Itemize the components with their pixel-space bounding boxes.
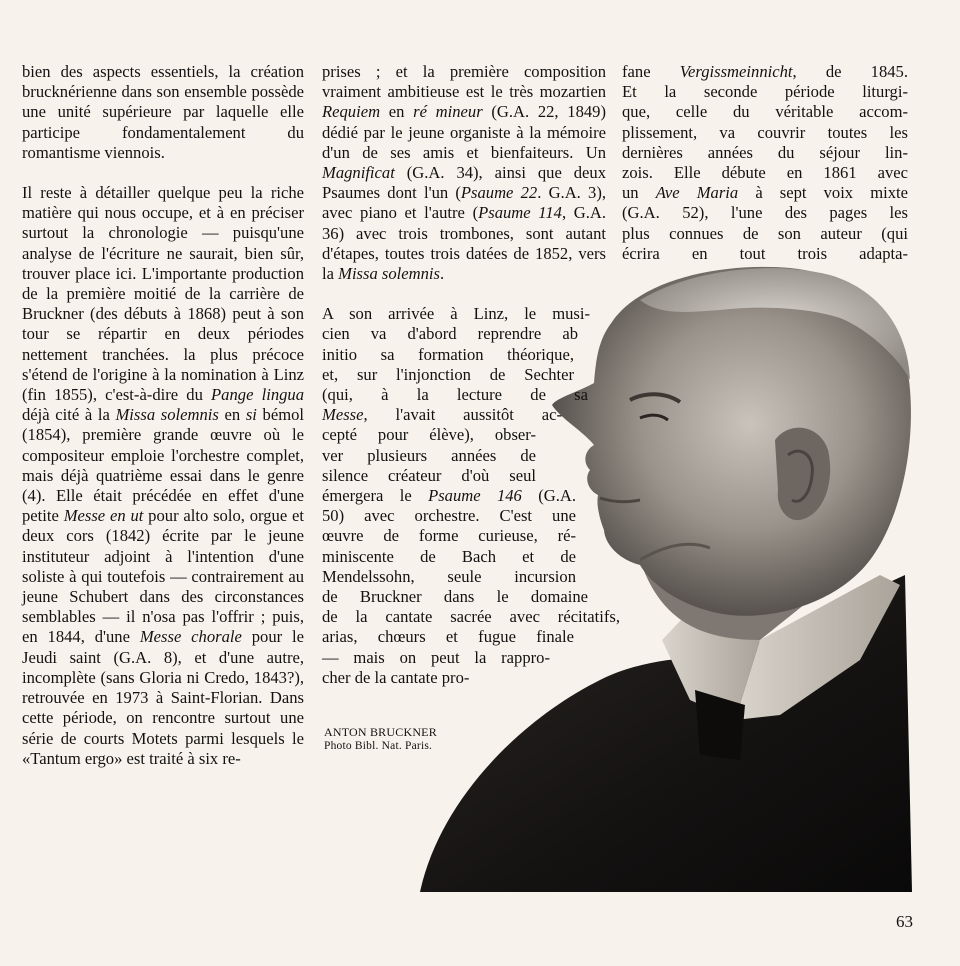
text-column-right <box>622 62 908 264</box>
text: Et la seconde période liturgi- <box>622 82 908 102</box>
text: fane <box>622 62 680 81</box>
italic-text: Psaume 114 <box>478 203 562 223</box>
text: cien va d'abord reprendre ab <box>322 324 578 344</box>
italic-text: Missa solemnis <box>338 264 440 284</box>
italic-text: Requiem <box>322 102 381 122</box>
text-line <box>322 385 588 405</box>
text: un <box>622 183 656 203</box>
italic-text: Messe chorale <box>139 627 242 647</box>
text: (G.A. 52), l'une des pages les <box>622 203 908 223</box>
italic-text: si <box>245 405 257 425</box>
text: , de 1845. <box>792 62 908 81</box>
text-column-left <box>22 62 304 769</box>
photo-caption <box>324 725 437 753</box>
text: émergera le <box>322 486 429 506</box>
text-column-middle <box>322 62 620 688</box>
text-line <box>322 567 576 587</box>
text-line <box>622 203 908 223</box>
text: (G.A. 22, 1849) dédié par le jeune organiste à la mémoire d'un de ses amis et bienfaiteurs. Un <box>322 102 606 162</box>
page-number: 63 <box>896 912 913 931</box>
italic-text: Ave Maria <box>655 183 739 203</box>
text-line <box>622 244 908 264</box>
text: en <box>218 405 246 425</box>
italic-text: Psaume 22 <box>460 183 538 203</box>
italic-text: Messe <box>322 405 364 425</box>
text-line <box>322 304 590 324</box>
text-line <box>322 345 574 365</box>
text: pour alto solo, orgue et deux cors (1842) écrite par le jeune instituteur adjoint à l'intention d'une soliste à qui toutefois — contrairement au jeune Schubert dans des circonstances semblables — il n'osa pas l'offrir ; puis, en 1844, d'une <box>22 506 304 647</box>
text: déjà cité à la <box>22 405 116 425</box>
text: Il reste à détailler quelque peu la riche matière qui nous occupe, et à en préciser surtout la chronologie — puisqu'une analyse de l'écriture ne saurait, bien sûr, trouver place ici. L'importante production de la première moitié de la carrière de Bruckner (des débuts à 1868) peut à son tour se répartir en deux périodes nettement tranchées. la plus précoce s'étend de l'origine à la nomination à Linz (fin 1855), c'est-à-dire du <box>22 183 304 405</box>
text-line <box>322 587 588 607</box>
italic-text: ré mineur <box>413 102 483 122</box>
text: ver plusieurs années de <box>322 445 536 465</box>
italic-text: Missa solemnis <box>115 405 219 425</box>
text-line <box>322 405 562 425</box>
text-line <box>322 324 578 344</box>
text-line <box>622 183 908 203</box>
text: (G.A. <box>521 486 576 506</box>
text: . <box>440 264 445 284</box>
text: , G.A. 36) avec trois trombones, sont autant d'étapes, toutes trois datées de 1852, vers la <box>322 203 607 284</box>
text-line <box>622 163 908 183</box>
text-line <box>622 82 908 102</box>
text: initio sa formation théorique, <box>322 344 574 364</box>
text: arias, chœurs et fugue finale <box>322 627 574 647</box>
text: de Bruckner dans le domaine <box>322 587 588 607</box>
text-line <box>322 627 574 647</box>
text: en <box>380 102 414 122</box>
text: silence créateur d'où seul <box>322 465 536 485</box>
text-line <box>322 425 536 445</box>
text: Mendelssohn, seule incursion <box>322 566 576 586</box>
text: dernières années du séjour lin- <box>622 142 908 162</box>
text: 50) avec orchestre. C'est une <box>322 506 576 526</box>
text: plus connues de son auteur (qui <box>622 223 908 243</box>
text: , l'avait aussitôt ac- <box>363 405 562 425</box>
text-line <box>622 62 908 82</box>
italic-text: Vergissmeinnicht <box>679 62 793 81</box>
italic-text: Psaume 146 <box>428 486 522 506</box>
text: cher de la cantate pro- <box>322 667 470 687</box>
text-line <box>622 123 908 143</box>
italic-text: Magnificat <box>322 163 395 183</box>
text-line <box>322 365 574 385</box>
text: que, celle du véritable accom- <box>622 102 908 122</box>
italic-text: Pange lingua <box>211 385 305 405</box>
text: A son arrivée à Linz, le musi- <box>322 304 590 324</box>
paragraph <box>322 62 606 284</box>
text-line <box>322 506 576 526</box>
text: (G.A. 34), ainsi que deux Psaumes dont l'un ( <box>322 163 606 203</box>
text-line <box>322 668 522 688</box>
text: zois. Elle débute en 1861 avec <box>622 163 908 183</box>
text: miniscente de Bach et de <box>322 546 576 566</box>
text: à sept voix mixte <box>738 183 908 203</box>
text: plissement, va couvrir toutes les <box>622 122 908 142</box>
paragraph <box>22 183 304 769</box>
text-line <box>322 648 550 668</box>
text: pour le Jeudi saint (G.A. 8), et d'une autre, incomplète (sans Gloria ni Credo, 1843?), retrouvée en 1973 à Saint-Florian. Dans cette période, on rencontre surtout une série de courts Motets parmi lesquels le «Tantum ergo» est traité à six re- <box>22 627 304 768</box>
text: cepté pour élève), obser- <box>322 425 536 445</box>
text: bémol (1854), première grande œuvre où le compositeur emploie l'orchestre complet, mais déjà quatrième essai dans le genre (4). Elle était précédée en effet d'une petite <box>22 405 305 526</box>
text: (qui, à la lecture de sa <box>322 385 588 405</box>
paragraph-shaped <box>322 304 620 688</box>
text: œuvre de forme curieuse, ré- <box>322 526 576 546</box>
caption-credit: Photo Bibl. Nat. Paris. <box>324 740 433 752</box>
text-line <box>322 446 536 466</box>
text: . G.A. 3), avec piano et l'autre ( <box>322 183 606 223</box>
caption-name: ANTON BRUCKNER <box>324 725 437 739</box>
text-line <box>622 224 908 244</box>
text-line <box>322 607 620 627</box>
italic-text: Messe en ut <box>63 506 144 526</box>
text: bien des aspects essentiels, la création brucknérienne dans son ensemble possède une unité supérieure par laquelle elle participe fondamentalement du romantisme viennois. <box>22 62 304 162</box>
text-line <box>322 547 576 567</box>
text: prises ; et la première composition vraiment ambitieuse est le très mozartien <box>322 62 606 102</box>
text-line <box>322 486 576 506</box>
paragraph <box>22 62 304 163</box>
text-line <box>622 143 908 163</box>
text: de la cantate sacrée avec récitatifs, <box>322 607 620 627</box>
text: — mais on peut la rappro- <box>322 647 550 667</box>
text-line <box>622 102 908 122</box>
text: écrira en tout trois adapta- <box>622 243 908 263</box>
text-line <box>322 526 576 546</box>
text-line <box>322 466 536 486</box>
text: et, sur l'injonction de Sechter <box>322 364 574 384</box>
